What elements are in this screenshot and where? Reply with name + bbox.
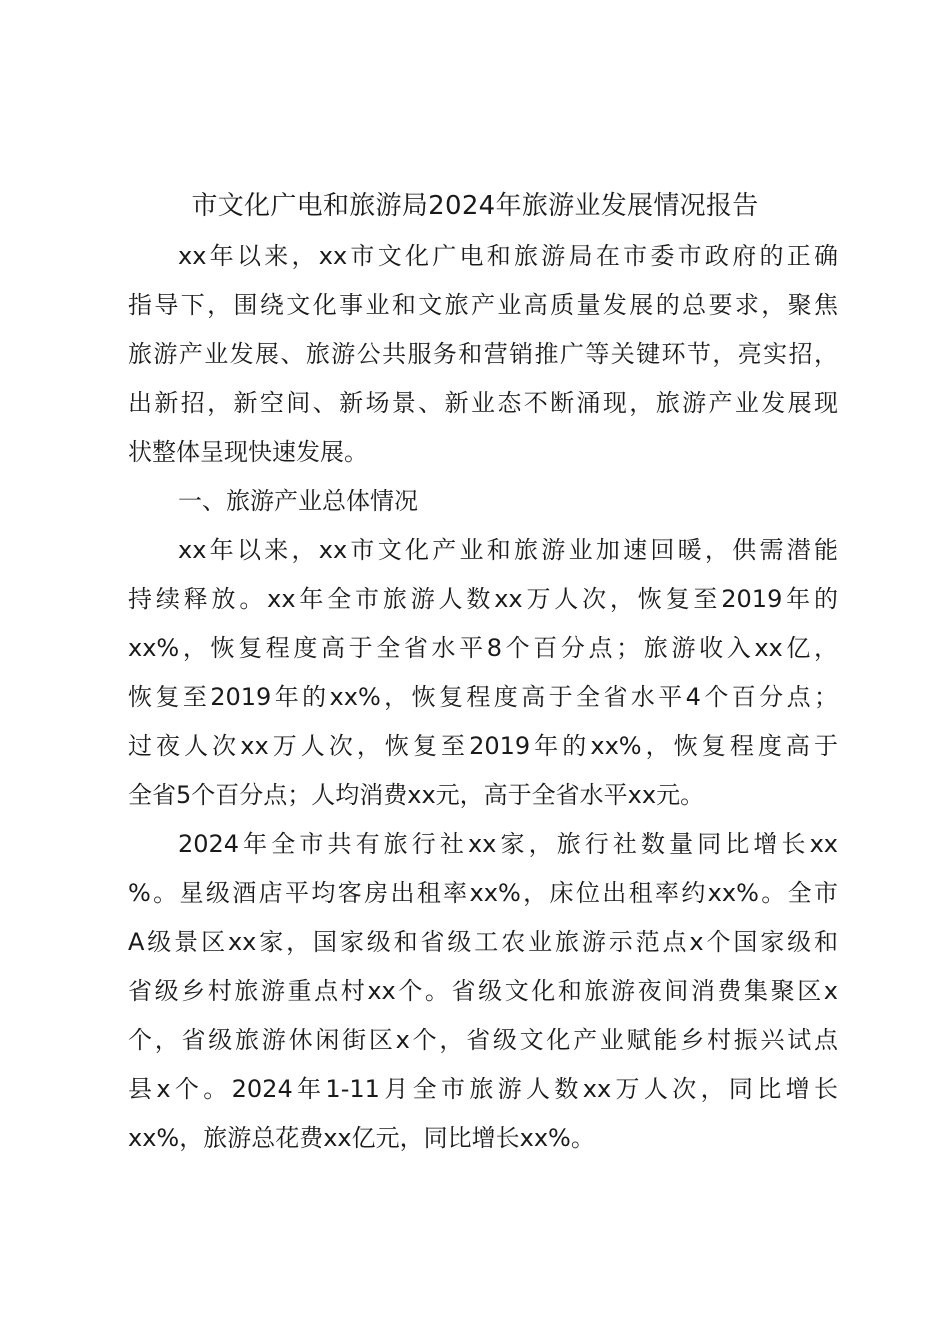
paragraph-overview (128, 526, 838, 820)
paragraph-intro (128, 232, 838, 477)
paragraph-line: %。星级酒店平均客房出租率xx%，床位出租率约xx%。全市 (128, 879, 838, 907)
paragraph-line: 指导下，围绕文化事业和文旅产业高质量发展的总要求，聚焦 (128, 291, 838, 319)
paragraph-line: 全省5个百分点；人均消费xx元，高于全省水平xx元。 (128, 781, 705, 809)
paragraph-line: xx%，恢复程度高于全省水平8个百分点；旅游收入xx亿， (128, 634, 838, 662)
paragraph-line: 恢复至2019年的xx%，恢复程度高于全省水平4个百分点； (128, 683, 838, 711)
paragraph-line: xx年以来，xx市文化广电和旅游局在市委市政府的正确 (178, 242, 838, 270)
paragraph-line: 旅游产业发展、旅游公共服务和营销推广等关键环节，亮实招， (128, 340, 838, 368)
paragraph-line: xx年以来，xx市文化产业和旅游业加速回暖，供需潜能 (178, 536, 838, 564)
page-title: 市文化广电和旅游局2024年旅游业发展情况报告 (191, 191, 759, 221)
paragraph-line: 省级乡村旅游重点村xx个。省级文化和旅游夜间消费集聚区x (128, 977, 838, 1005)
section-heading (128, 477, 838, 526)
document-body (128, 232, 838, 1163)
paragraph-line: 出新招，新空间、新场景、新业态不断涌现，旅游产业发展现 (128, 389, 838, 417)
paragraph-line: 过夜人次xx万人次，恢复至2019年的xx%，恢复程度高于 (128, 732, 838, 760)
paragraph-line: 状整体呈现快速发展。 (128, 438, 368, 466)
section-heading-text: 一、旅游产业总体情况 (178, 487, 418, 515)
paragraph-line: 县x个。2024年1-11月全市旅游人数xx万人次，同比增长 (128, 1075, 838, 1103)
paragraph-line: 持续释放。xx年全市旅游人数xx万人次，恢复至2019年的 (128, 585, 838, 613)
paragraph-line: 2024年全市共有旅行社xx家，旅行社数量同比增长xx (178, 830, 838, 858)
paragraph-line: xx%，旅游总花费xx亿元，同比增长xx%。 (128, 1124, 595, 1152)
paragraph-details (128, 820, 838, 1163)
paragraph-line: 个，省级旅游休闲街区x个，省级文化产业赋能乡村振兴试点 (128, 1026, 838, 1054)
paragraph-line: A级景区xx家，国家级和省级工农业旅游示范点x个国家级和 (128, 928, 838, 956)
